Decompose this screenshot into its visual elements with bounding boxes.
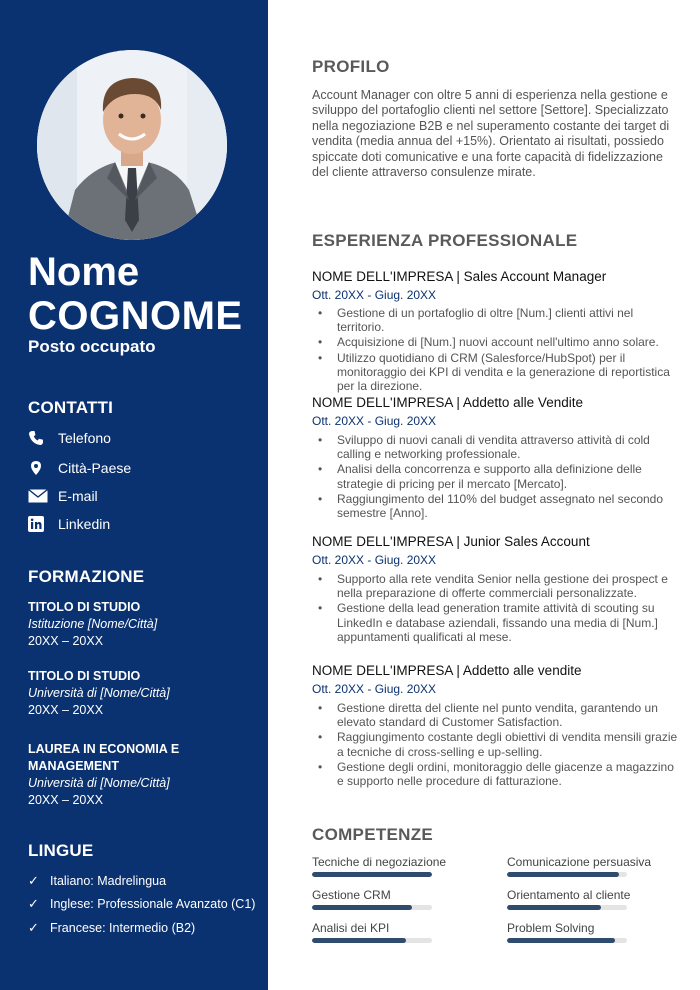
location-pin-icon xyxy=(28,458,48,478)
skill-label: Analisi dei KPI xyxy=(312,921,390,935)
contact-phone-label: Telefono xyxy=(58,430,111,446)
checkmark-icon: ✓ xyxy=(28,873,39,888)
language-label: Inglese: Professionale Avanzato (C1) xyxy=(50,897,256,911)
profile-heading: PROFILO xyxy=(312,57,390,76)
list-item: • Gestione di un portafoglio di oltre [Num.] clienti attivi nel territorio. xyxy=(318,306,680,334)
skill-label: Problem Solving xyxy=(507,921,595,935)
skill-label: Orientamento al cliente xyxy=(507,888,631,902)
education-institute: Istituzione [Nome/Città] xyxy=(28,617,158,631)
skill-bar-fill xyxy=(312,938,406,943)
contact-location[interactable] xyxy=(28,458,131,478)
job-title: NOME DELL'IMPRESA | Addetto alle Vendite xyxy=(312,395,583,410)
education-title: LAUREA IN ECONOMIA E MANAGEMENT xyxy=(28,742,180,773)
job-bullets xyxy=(318,701,680,789)
contact-phone[interactable] xyxy=(28,428,111,448)
job-bullets xyxy=(318,433,680,521)
language-label: Francese: Intermedio (B2) xyxy=(50,921,196,935)
list-item: • Utilizzo quotidiano di CRM (Salesforce/HubSpot) per il monitoraggio dei KPI di vendita e la generazione di reportistica per la direzione. xyxy=(318,351,680,394)
contact-email[interactable] xyxy=(28,486,98,506)
skill-label: Comunicazione persuasiva xyxy=(507,855,652,869)
checkmark-icon: ✓ xyxy=(28,920,39,935)
profile-photo xyxy=(37,50,227,240)
list-item: • Analisi della concorrenza e supporto alla definizione delle strategie di pricing per il mercato [Mercato]. xyxy=(318,462,680,490)
language-item xyxy=(28,896,255,912)
skill-bar-fill xyxy=(507,938,615,943)
job-title: NOME DELL'IMPRESA | Sales Account Manager xyxy=(312,269,607,284)
education-institute: Università di [Nome/Città] xyxy=(28,686,170,700)
job-position: Posto occupato xyxy=(28,337,156,356)
list-item: • Gestione degli ordini, monitoraggio delle giacenze a magazzino e supporto nelle procedure di fatturazione. xyxy=(318,760,680,788)
list-item: • Gestione della lead generation tramite attività di scouting su LinkedIn e database aziendali, fissando una media di [Num.] appuntamenti qualificati al mese. xyxy=(318,601,680,644)
job-bullets xyxy=(318,572,680,645)
skill-item xyxy=(507,921,627,943)
sidebar xyxy=(0,0,268,990)
phone-icon xyxy=(28,428,48,448)
list-item: • Acquisizione di [Num.] nuovi account nell'ultimo anno solare. xyxy=(318,335,680,349)
last-name: COGNOME xyxy=(28,294,243,338)
skill-bar-fill xyxy=(507,872,619,877)
education-item xyxy=(28,741,268,809)
skill-label: Tecniche di negoziazione xyxy=(312,855,447,869)
job-dates: Ott. 20XX - Giug. 20XX xyxy=(312,288,437,302)
profile-text: Account Manager con oltre 5 anni di esperienza nella gestione e sviluppo del portafoglio clienti nel settore [Settore]. Specializzato nella negoziazione B2B e nel superamento costante dei target di vendita (media annua del +15%). Orientato ai risultati, possiedo spiccate doti comunicative e una forte capacità di fidelizzazione del cliente attraverso consulenze mirate. xyxy=(312,88,670,180)
contact-email-label: E-mail xyxy=(58,488,98,504)
education-years: 20XX – 20XX xyxy=(28,703,104,717)
skill-item xyxy=(312,921,432,943)
linkedin-icon xyxy=(28,514,48,534)
list-item: • Gestione diretta del cliente nel punto vendita, garantendo un elevato standard di Customer Satisfaction. xyxy=(318,701,680,729)
language-label: Italiano: Madrelingua xyxy=(50,874,167,888)
skill-bar-fill xyxy=(507,905,601,910)
job-dates: Ott. 20XX - Giug. 20XX xyxy=(312,553,437,567)
job-title: NOME DELL'IMPRESA | Junior Sales Account xyxy=(312,534,590,549)
skill-bar xyxy=(507,872,627,877)
checkmark-icon: ✓ xyxy=(28,896,39,911)
list-item: • Raggiungimento costante degli obiettivi di vendita mensili grazie a tecniche di cross-selling e up-selling. xyxy=(318,730,680,758)
skill-bar xyxy=(507,938,627,943)
first-name: Nome xyxy=(28,250,140,294)
skill-bar-fill xyxy=(312,905,412,910)
skill-bar xyxy=(312,938,432,943)
education-years: 20XX – 20XX xyxy=(28,793,104,807)
language-item xyxy=(28,920,195,936)
education-title: TITOLO DI STUDIO xyxy=(28,600,141,614)
education-years: 20XX – 20XX xyxy=(28,634,104,648)
list-item: • Supporto alla rete vendita Senior nella gestione dei prospect e nella preparazione di offerte commerciali personalizzate. xyxy=(318,572,680,600)
education-institute: Università di [Nome/Città] xyxy=(28,776,170,790)
list-item: • Raggiungimento del 110% del budget assegnato nel secondo semestre [Anno]. xyxy=(318,492,680,520)
experience-heading: ESPERIENZA PROFESSIONALE xyxy=(312,231,578,250)
skill-bar xyxy=(312,905,432,910)
skill-bar-fill xyxy=(312,872,432,877)
job-bullets xyxy=(318,306,680,394)
contacts-heading: CONTATTI xyxy=(28,398,114,417)
job-title: NOME DELL'IMPRESA | Addetto alle vendite xyxy=(312,663,582,678)
skill-item xyxy=(507,888,630,910)
education-heading: FORMAZIONE xyxy=(28,567,145,586)
language-item xyxy=(28,873,166,889)
envelope-icon xyxy=(28,486,48,506)
skill-bar xyxy=(507,905,627,910)
education-title: TITOLO DI STUDIO xyxy=(28,669,141,683)
skill-item xyxy=(507,855,651,877)
contact-linkedin[interactable] xyxy=(28,514,110,534)
skill-item xyxy=(312,855,446,877)
languages-heading: LINGUE xyxy=(28,841,94,860)
education-item xyxy=(28,668,170,719)
education-item xyxy=(28,599,157,650)
skill-bar xyxy=(312,872,432,877)
contact-linkedin-label: Linkedin xyxy=(58,516,111,532)
skill-item xyxy=(312,888,432,910)
skills-heading: COMPETENZE xyxy=(312,825,434,844)
skill-label: Gestione CRM xyxy=(312,888,391,902)
job-dates: Ott. 20XX - Giug. 20XX xyxy=(312,682,437,696)
list-item: • Sviluppo di nuovi canali di vendita attraverso attività di cold calling e networking professionale. xyxy=(318,433,680,461)
contact-location-label: Città-Paese xyxy=(58,460,132,476)
job-dates: Ott. 20XX - Giug. 20XX xyxy=(312,414,437,428)
